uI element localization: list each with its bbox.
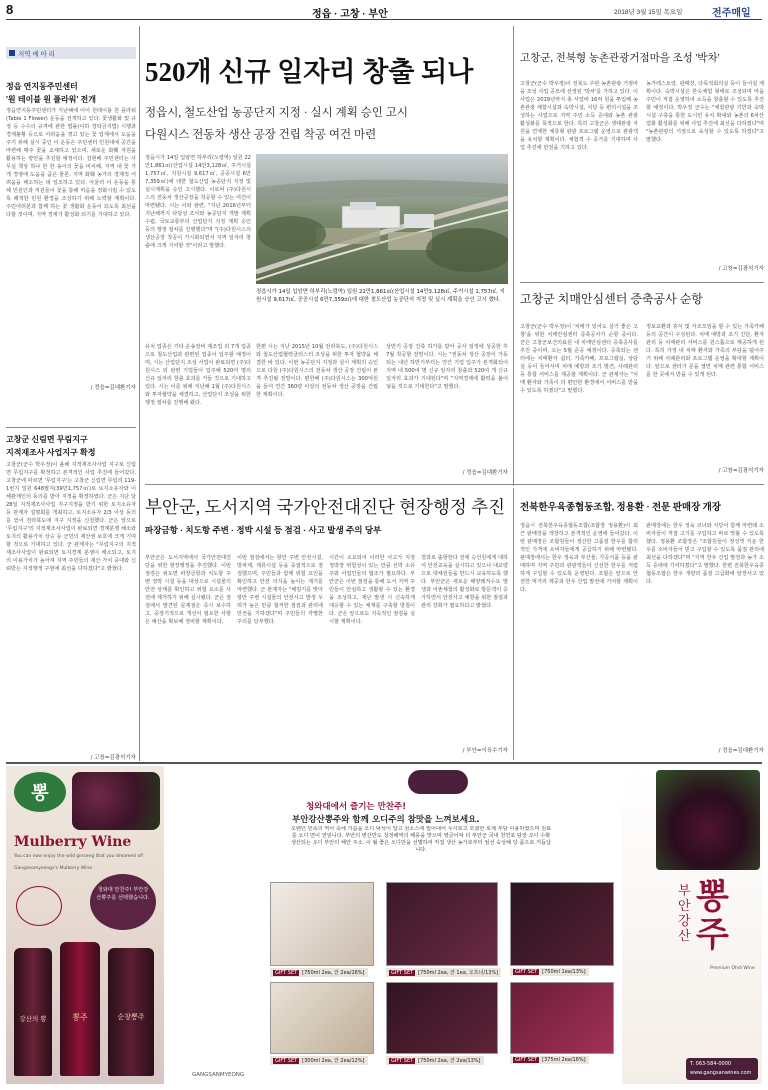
wine-bottle-3-label: 순창뽕주	[117, 1013, 145, 1021]
mid-body-col3: 시간이 소요되어 이러한 사고가 지정 정박장 위험성이 있는 만큼 선박 소유주와 어업인들의 협조가 필요하다. 부안군은 이번 점검을 통해 도서 지역 주민들이 안심하고 생활할 수 있는 환경을 조성하고, 재난 발생 시 신속하게 대응할 수 있는 체계를 구축할 방침이다. 군은 앞으로도 지속적인 점검을 실시할 계획이다.	[329, 555, 415, 625]
lead-deck-1: 정읍시, 철도산업 농공단지 지정 · 실시 계획 승인 고시	[145, 107, 408, 119]
right-top-byline: / 고창=김광석기자	[718, 266, 764, 272]
sidebar-article1-body: 정읍연지동주민센터가 지난해에 이어 원테이블 원 플라워(Table 1 Flower) 운동을 전개하고 있다. 꽃생활화 및 규정 등 수수의 규격에 관한 법률(이하 청탁금지법) 시행과 경제불황 등으로 어려움을 겪고 있는 꽃 업계에서 도움을 주기 위해 실시 중인 이 운동은 주민센터 민원대에 공간을 마련해 매주 꽃을 교체하고 있으며, 새로운 화훼 자원을 활용하는 방안을 추진할 예정이다. 김현배 주민센터는 사무실 책상 하나 한 한 송이의 꽃을 비치해, 지역 내 꽃 가게 경영에 도움을 줌은 물론, 지역 화훼 농가의 경제적 어려움을 해소하는 데 일조하고 있다. 아울러 이 운동을 통해 민원인과 직원들이 꽃을 통해 마음을 정화시킬 수 있도록 쾌적한 민원 환경을 조성하기 위해 노력할 계획이다. 주민여러분과 함께 하는 꽃 생활화 운동이 되도록 최선을 다할 것이며, 지역 경제가 활성화 되기를 기대하고 있다.	[6, 108, 136, 218]
lead-column-rule	[513, 26, 514, 486]
sidebar-square-icon	[9, 50, 15, 56]
right-mid-byline: / 고창=김광석기자	[718, 468, 764, 474]
ad-brand-logo-text: 뽕	[31, 783, 49, 804]
lead-body-col4: 상반기 공장 건축 허가를 받아 공사 일정에 성공한 후 7월 착공할 전망이다. 시는 "전동차 생산 공장이 가동되는 내년 하반기부터는 연간 기업 입주가 본격화되어 지역 내 500여 명 신규 일자리 창출과 520여 개 신규 일자리 효과가 기대된다"며 "지역경제에 활력을 불어 넣을 것으로 기대한다"고 말했다.	[386, 344, 508, 390]
wine-advertisement[interactable]	[6, 766, 762, 1084]
ad-wine-sub: You can now enjoy the wild ginseng that you dreamed of!	[14, 854, 144, 859]
ad-circle-text: 청와대 만찬주! 부안강산뽕주를 선택했습니다.	[96, 887, 150, 901]
gift-set-1-tag: GIFT SET	[275, 970, 298, 976]
gift-set-3-box	[510, 882, 614, 966]
gift-set-5-label	[386, 1056, 484, 1065]
sidebar-article2-body: 고창군(군수 박우정)이 올해 지적재조사사업 지구로 신림면 무림지구를 확정하고 본격적인 사업 추진에 들어갔다. 고창군에 따르면 '무림지구'는 고창군 신림면 무림리 119-1번지 일원 648필지(39만1,757㎡)로 토지소유자와 이해관계인의 동의를 받아 지정을 확정하였다. 군은 지난 달 28일 지적재조사사업 지구지정을 받기 위한 토지소유자 등 관계자 설명회를 개최하고, 토지소유자 2/3 이상 동의를 얻어 전라북도에 지구 지정을 신청했다. 군은 앞으로 '무림지구'의 지적재조사사업이 완료되면 경계분쟁 해소와 토지의 활용가치 상승 등 군민의 재산권 보호에 크게 기여할 것으로 기대하고 있다. 군 관계자는 "무림지구의 지적재조사사업이 완료되면 토지경계 분쟁이 해소되고, 토지의 이용가치가 높아져 지역 주민들의 재산 가치 증대와 신뢰받는 지적행정 구현에 최선을 다하겠다"고 밝혔다.	[6, 462, 136, 572]
sidebar	[6, 47, 136, 760]
right-top-body-col1: 고창군(군수 박우정)이 전북도 주관 농촌관광 거점마을 조성 사업 공모에 선정된 '박차'를 가하고 있다. 이 사업은 2019년까지 총 사업비 16억 원을 투입해 농촌관광 체험시설과 숙박시설, 식당 등 편의시설을 조성하는 사업으로 지역 주민 소득 증대와 농촌 관광 활성화를 목적으로 한다. 특히 고창군은 생태관광 자원을 연계한 체류형 관광 프로그램 운영으로 관광객을 유치할 계획이다. 체험객 수 증가를 기대하며 사업 추진에 만전을 기하고 있다.	[520, 81, 638, 151]
lead-byline: / 정읍=김대환기자	[462, 470, 508, 476]
ad-vertical-big: 뽕주	[696, 877, 729, 955]
gift-set-4-label	[270, 1056, 368, 1065]
right-top-body-col2: 농가레스토랑, 판매장, 다목적회의실 등이 들어설 계획이다. 숙박시설은 한옥체험 형태로 조성되며 마을 주민이 직접 운영하여 소득을 창출할 수 있도록 추진할 예정이다. 박우정 군수는 "체험관광 기반과 숙박시설 구축을 통한 도시민 유치 확대와 농촌의 6차산업화 활성화를 위해 사업 추진에 최선을 다하겠다"며 "농촌관광의 거점으로 육성할 수 있도록 하겠다"고 말했다.	[646, 81, 764, 143]
mid-body-col2: 이번 점검에서는 항만 주변 안전시설, 방파제, 계류시설 등을 중점적으로 점검했으며, 주민들과 함께 위험 요인을 확인하고 안전 의식을 높이는 계기를 마련했다. 군 관계자는 "해빙기를 맞아 항만 주변 시설물의 안전사고 발생 우려가 높은 만큼 철저한 점검과 관리에 만전을 기하겠다"며 주민들의 각별한 주의를 당부했다.	[237, 555, 323, 625]
ad-round-emblem	[408, 770, 468, 794]
gift-set-2-spec: [750ml 2ea, 잔 1ea, 오프너/13%]	[418, 970, 499, 976]
lead-deck-2: 다원시스 전동차 생산 공장 건립 착공 여건 마련	[145, 129, 377, 141]
aerial-photo-graphic	[256, 154, 508, 284]
ad-copy: 오랜던 민족의 역사 속에 기름을 오디 낙석이 달고 원소스에 빌어내어 무시로고 모셨한 로제 부담 이용하였으며 원료를 오디 면이 먼임니다. 부안의 변산반도 청정해역의 해풍을 맞으며 영글어져 더 부안군 국내 천연포 담장 오디 수확 생산되는 오디 부안의 해안 주소. 이 될 좋은 오디만을 선별하여 직접 생산 농가로부터 엄선 숙성해 당 품으로 거듭납니다.	[290, 826, 552, 853]
ad-top-rule	[6, 762, 762, 764]
mulberry-leaf-photo	[656, 770, 760, 870]
sidebar-divider	[6, 427, 136, 428]
sidebar-article1-subtitle: '원 테이블 원 플라워' 전개	[6, 95, 96, 104]
lead-headline: 520개 신규 일자리 창출 되나	[145, 57, 474, 87]
sidebar-article2-subtitle: 지적재조사 사업지구 확정	[6, 448, 96, 457]
ad-circle-badge	[90, 874, 156, 930]
lead-body-col2: 유치 업종은 기타 운송장비 제조업 외 7개 업종으로 철도산업과 관련된 업종이 입주할 예정이며, 시는 산업단지 조성 사업이 완료되면 (주)다원시스 외 관련 기업들이 입주해 520여 명의 신규 일자리 창출 효과를 거둘 것으로 기대하고 있다. 시는 이를 위해 지난해 1월 (주)다원시스와 투자협약을 체결하고, 산업단지 조성을 위한 행정 절차를 진행해 왔다.	[145, 344, 251, 406]
ad-wine-sub2: Gangseomyeongs's Mulberry Wine	[14, 866, 92, 871]
gift-set-6-label	[510, 1056, 589, 1064]
ad-footer-company: GANGSANMYEONG	[192, 1072, 245, 1078]
issue-date: 2018년 3월 15일 목요일	[614, 9, 683, 16]
wine-bottle-2-label: 뽕주	[72, 1013, 88, 1022]
right-top-divider	[520, 282, 764, 283]
gift-set-6-box	[510, 982, 614, 1054]
gift-set-1-box	[270, 882, 374, 966]
gift-set-1-label	[270, 968, 368, 977]
right-bottom-byline: / 정읍=김대환기자	[718, 748, 764, 754]
gift-set-2-tag: GIFT SET	[391, 970, 414, 976]
ad-right-panel	[622, 766, 762, 1084]
ad-footer-web[interactable]: www.gangsanwines.com	[690, 1070, 752, 1076]
paper-name: 전주매일	[712, 8, 751, 19]
ad-brand-logo	[14, 772, 66, 812]
gift-set-3-label	[510, 968, 589, 976]
page-number: 8	[6, 2, 14, 17]
gift-set-2-box	[386, 882, 498, 966]
sidebar-section-band	[6, 47, 136, 59]
lead-body-col3: 한편 시는 지난 2015년 10월 전라북도, (주)다원시스와 철도산업협력클러스터 조성을 위한 투자 협약을 체결한 바 있다. 이번 농공단지 지정과 실시 계획의 승인으로 다원 (주)다원시스의 전동차 생산 공장 건립이 본격 추진될 전망이다. 편한해 (주)다원시스는 300억원을 들여 연간 360량 이상의 전동차 생산 공장을 건립한 계획이다.	[256, 344, 378, 398]
ad-footer-tel: T. 063-584-0000	[690, 1061, 732, 1067]
gift-set-3-spec: [750ml 1ea/13%]	[542, 969, 586, 975]
gift-set-5-tag: GIFT SET	[391, 1058, 414, 1064]
mid-headline: 부안군, 도서지역 국가안전대진단 현장행정 추진	[145, 497, 505, 517]
gift-set-6-spec: [375ml 2ea/16%]	[542, 1057, 586, 1063]
ad-headline: 부안강산뽕주와 함께 오디주의 참맛을 느껴보세요.	[292, 815, 480, 825]
wine-bottle-1	[14, 948, 52, 1076]
aerial-photo	[256, 154, 508, 284]
ad-tagline: 청와대에서 즐기는 만찬주!	[306, 802, 407, 812]
ad-brand-sub: Premium Ohdi Wine	[710, 966, 755, 971]
gift-set-1-spec: [750ml 2ea, 잔 2ea/16%]	[302, 970, 365, 976]
gift-set-5-box	[386, 982, 498, 1054]
wine-bottle-1-label: 강산의 뽕	[19, 1015, 47, 1023]
wine-bottle-3	[108, 948, 154, 1076]
gift-set-4-box	[270, 982, 374, 1054]
ad-seal	[16, 886, 62, 926]
mid-byline: / 부안=이육수기자	[462, 748, 508, 754]
right-bottom-body-col2: 판매장에는 한우 정육 코너와 식당이 함께 마련돼 소비자들이 직접 고기를 구입하고 바로 맛볼 수 있도록 했다. 정용환 조합장은 "조합원들이 정성껏 키운 한우를 소비자들이 믿고 구입할 수 있도록 품질 관리에 최선을 다하겠다"며 "지역 한우 산업 발전과 농가 소득 증대에 기여하겠다"고 말했다. 한편 전북한우육종협동조합은 한우 개량과 품질 고급화에 앞장서고 있다.	[646, 523, 764, 585]
upper-horizontal-divider	[145, 484, 764, 485]
gift-set-5-spec: [750ml 2ea, 잔 2ea/13%]	[418, 1058, 481, 1064]
sidebar-article1-title: 정읍 연지동주민센터	[6, 82, 78, 91]
wine-bottle-2	[60, 942, 100, 1076]
gift-set-4-spec: [300ml 2ea, 잔 2ea/12%]	[302, 1058, 365, 1064]
section-title: 정읍 · 고창 · 부안	[312, 9, 388, 20]
gift-set-2-label	[386, 968, 501, 977]
gift-set-6-tag: GIFT SET	[515, 1057, 538, 1063]
ad-left-panel	[6, 766, 164, 1084]
mid-body-col4: 결과로 출항한다 전에 승선원에게 대하여 안전교육을 실시하고 있으나 대교량으로 대체원들을 반드시 교육하도록 했다. 부안군은 새로운 해양레저수요 발생과 어촌체험의 활성화로 방문객이 증가하면서 안전사고 예방을 위한 점검과 관리 강화가 필요하다고 밝혔다.	[421, 555, 508, 609]
right-bottom-body-col1: 정읍시 전북한우육종협동조합(조합장 정용환)이 최근 판매장을 개장하고 본격적인 운영에 들어갔다. 이번 판매장은 조합원들이 생산한 고품질 한우를 합리적인 가격에 소비자들에게 공급하기 위해 마련됐다. 판매장에서는 한우 정육과 부산물, 가공식품 등을 판매하며 지역 주민과 관광객들이 신선한 한우를 저렴하게 구입할 수 있도록 운영된다. 조합은 앞으로 안전한 먹거리 제공과 한우 산업 발전에 기여할 계획이다.	[520, 523, 638, 593]
right-mid-body-col2: 정보교환과 휴식 및 자조모임을 할 수 있는 가족카페 등의 공간이 구성된다. 치매 예방과 조기 진단, 환자 관리 등 치매관리 서비스를 원스톱으로 제공하게 된다. 특히 가정 내 치매 환자와 가족의 부담을 덜어주기 위해 사례관리와 프로그램 운영을 확대할 계획이다. 앞으로 센터가 문을 열면 치매 관련 통합 서비스를 한 곳에서 받을 수 있게 된다.	[646, 324, 764, 378]
masthead	[6, 2, 762, 20]
ad-wine-title: Mulberry Wine	[14, 834, 132, 850]
sidebar-article2-byline: / 고창=김광석기자	[90, 755, 136, 761]
mid-column-rule	[513, 488, 514, 760]
lead-body-col1: 정읍시가 14일 입암면 하부리(노령역) 일원 22만1,861㎡(산업시설 14만3,128㎡, 주거시설 1,757㎡, 지원시설 9,617㎡, 공공시설 6만7,359㎡)에 대한 철도산업 농공단지 지정 및 실시계획을 승인 고시했다. 이로써 (주)다원시스의 전동차 생산공장을 착공할 수 있는 여건이 마련됐다. 시는 이와 관련, "지난 2016년부터 지난해까지 타당성 조사와 농공단지 개발 계획 수립, 국토교통부의 산업단지 지정 계획 승인 등의 행정 절차를 진행했다"며 "(주)다원시스의 생산공장 착공이 가시화되면서 지역 일자리 창출에 크게 기여할 것"이라고 말했다.	[145, 155, 251, 249]
right-mid-body-col1: 고창군(군수 박우정)이 '치매가 있어도 살기 좋은 고창'을 위한 치매안심센터 증축공사가 순항 중이다. 군은 고창군보건의료원 내 치매안심센터 증축공사를 추진 중이며, 오는 5월 준공 예정이다. 증축되는 센터에는 치매환자 쉼터, 가족카페, 프로그램실, 상담실 등이 들어서며 치매 예방과 조기 발견, 사례관리 등 통합 서비스를 제공할 계획이다. 군 관계자는 "치매 환자와 가족이 더 편안한 환경에서 서비스를 받을 수 있도록 하겠다"고 말했다.	[520, 324, 638, 394]
sidebar-article1-byline: / 정읍=김대환기자	[90, 385, 136, 391]
aerial-photo-caption: 정읍시가 14일 입암면 하부리(노령역) 일원 22만1,861㎡(산업시설 14만3,128㎡, 주거시설 1,757㎡, 지원시설 9,617㎡, 공공시설 6만7,359㎡)에 대한 철도산업 농공단지 지정 및 실시 계획을 승인 고시 했다.	[256, 289, 505, 303]
ad-vertical-brand: 부안강산	[678, 884, 691, 944]
mid-body-col1: 부안군은 도서지역에서 국가안전대진단을 위한 현장행정을 추진했다. 이번 점검은 위도면 파장금항과 치도항 주변 정박 시설 등을 대상으로 시설물의 안전 상태를 확인하고 위험 요소를 사전에 제거하기 위해 실시됐다. 군은 점검에서 발견된 문제점은 즉시 보수하고, 중장기적으로 개선이 필요한 사항은 예산을 확보해 정비할 계획이다.	[145, 555, 231, 625]
right-bottom-headline: 전북한우육종협동조합, 정용환 · 전문 판매장 개장	[520, 503, 721, 513]
sidebar-section-label: 지역 메 아 리	[18, 51, 55, 58]
gift-set-4-tag: GIFT SET	[275, 1058, 298, 1064]
gift-set-3-tag: GIFT SET	[515, 969, 538, 975]
right-top-headline: 고창군, 전북형 농촌관광거점마을 조성 '박차'	[520, 53, 720, 64]
sidebar-article2-title: 고창군 신림면 무림지구	[6, 435, 88, 444]
mid-deck: 파장금항 · 치도항 주변 · 정박 시설 등 점검 · 사고 발생 주의 당부	[145, 525, 382, 535]
ad-contact-band	[686, 1058, 758, 1080]
right-mid-headline: 고창군 치매안심센터 증축공사 순항	[520, 292, 703, 306]
mulberry-fruit-photo	[72, 772, 160, 830]
sidebar-column-rule	[139, 26, 140, 761]
